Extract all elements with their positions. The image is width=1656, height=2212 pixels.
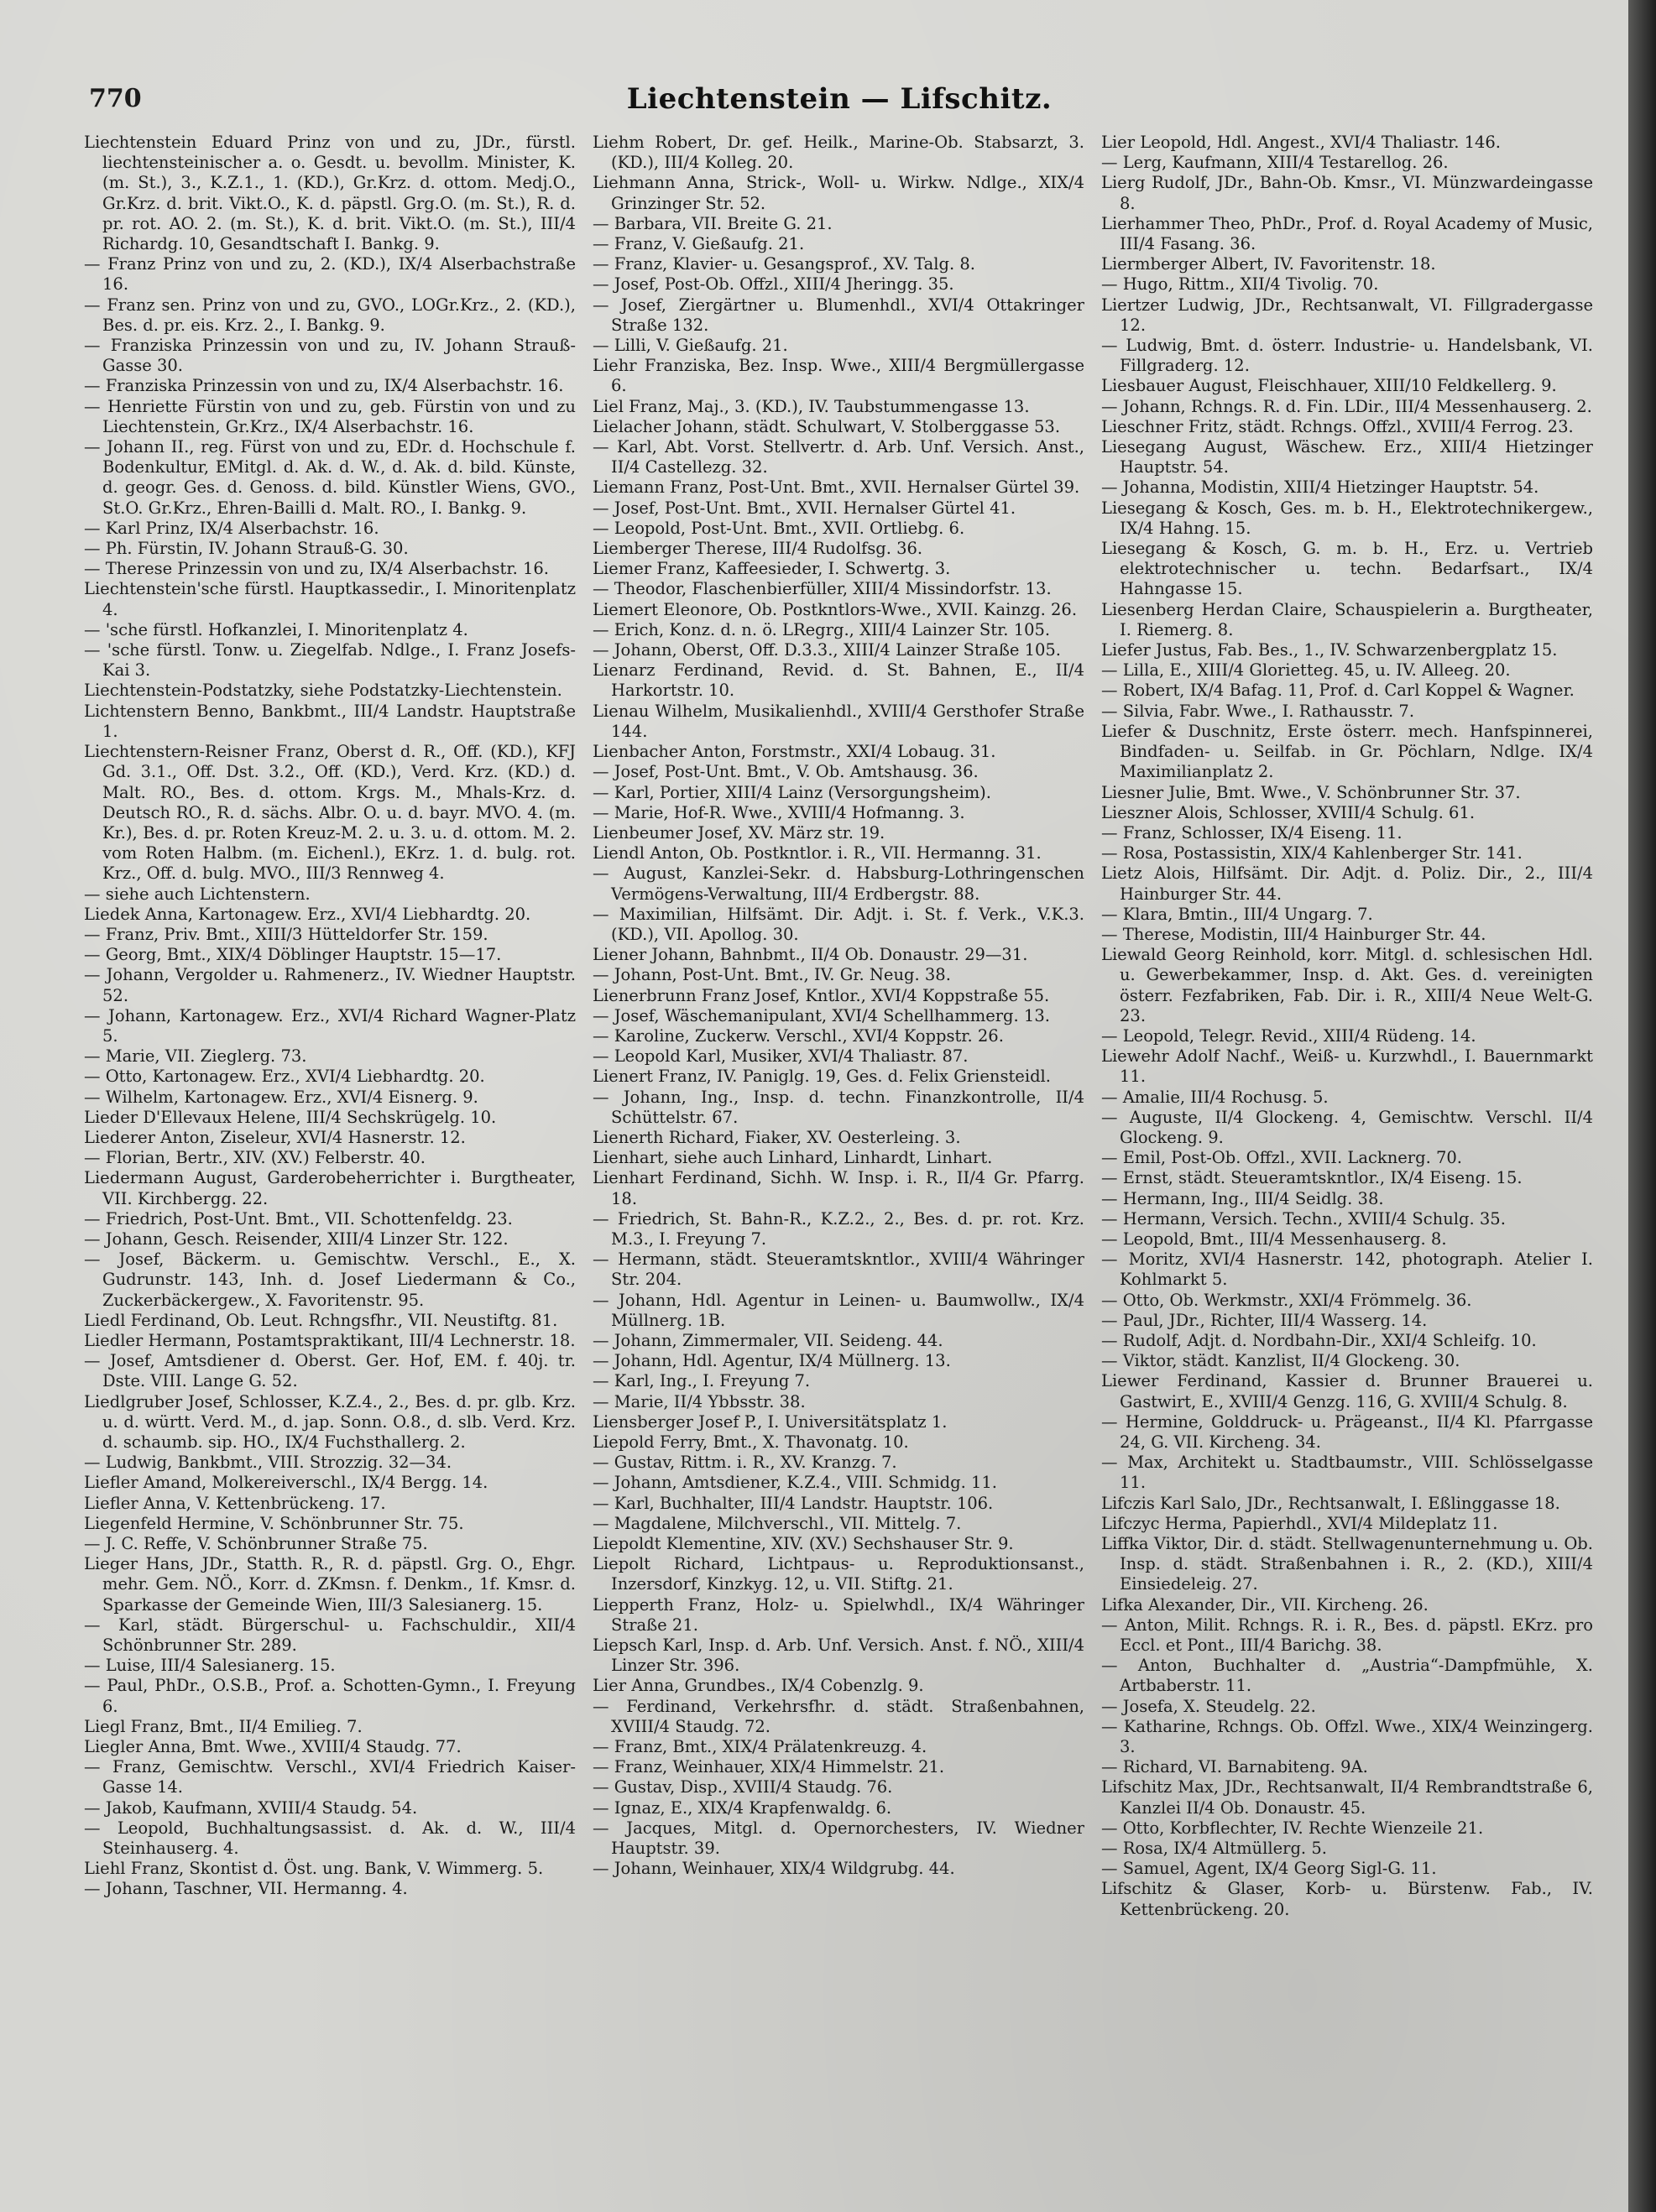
directory-entry: — Hermann, Ing., III/4 Seidlg. 38.: [1101, 1188, 1384, 1208]
directory-entry: Liemert Eleonore, Ob. Postkntlors-Wwe., XVII. Kainzg. 26.: [593, 599, 1078, 619]
directory-entry: — Josef, Post-Ob. Offzl., XIII/4 Jheringg. 35.: [593, 274, 954, 295]
directory-entry: Liermberger Albert, IV. Favoritenstr. 18.: [1101, 254, 1436, 274]
directory-entry: — Rosa, IX/4 Altmüllerg. 5.: [1101, 1839, 1327, 1859]
directory-entry: Liesegang & Kosch, G. m. b. H., Erz. u. Vertrieb elektrotechnischer u. techn. Bedarfsart., IX/4 Hahngasse 15.: [1101, 539, 1593, 599]
directory-entry: Liensberger Josef P., I. Universitätsplatz 1.: [593, 1411, 948, 1432]
directory-entry: Liesegang August, Wäschew. Erz., XIII/4 Hietzinger Hauptstr. 54.: [1101, 437, 1593, 477]
directory-entry: — Johanna, Modistin, XIII/4 Hietzinger Hauptstr. 54.: [1101, 477, 1539, 498]
directory-entry: — Franz Prinz von und zu, 2. (KD.), IX/4 Alserbachstraße 16.: [84, 254, 576, 295]
directory-entry: — Leopold, Post-Unt. Bmt., XVII. Ortliebg. 6.: [593, 518, 965, 538]
directory-entry: Liepolt Richard, Lichtpaus- u. Reproduktionsanst., Inzersdorf, Kinzkyg. 12, u. VII. Stiftg. 21.: [593, 1554, 1084, 1594]
column-right: [1101, 133, 1593, 2180]
directory-entry: — Johann, Post-Unt. Bmt., IV. Gr. Neug. 38.: [593, 965, 951, 985]
directory-entry: — Franz, Gemischtw. Verschl., XVI/4 Friedrich Kaiser-Gasse 14.: [84, 1757, 576, 1797]
directory-entry: — Theodor, Flaschenbierfüller, XIII/4 Missindorfstr. 13.: [593, 579, 1052, 599]
directory-entry: — Therese Prinzessin von und zu, IX/4 Alserbachstr. 16.: [84, 559, 549, 579]
directory-entry: Liepsch Karl, Insp. d. Arb. Unf. Versich. Anst. f. NÖ., XIII/4 Linzer Str. 396.: [593, 1636, 1084, 1676]
directory-entry: — August, Kanzlei-Sekr. d. Habsburg-Lothringenschen Vermögens-Verwaltung, III/4 Erdbergstr. 88.: [593, 863, 1084, 904]
directory-entry: Lierg Rudolf, JDr., Bahn-Ob. Kmsr., VI. Münzwardeingasse 8.: [1101, 173, 1593, 213]
directory-entry: Lifschitz Max, JDr., Rechtsanwalt, II/4 Rembrandtstraße 6, Kanzlei II/4 Ob. Donaustr. 45.: [1101, 1777, 1593, 1818]
directory-entry: Liesenberg Herdan Claire, Schauspielerin a. Burgtheater, I. Riemerg. 8.: [1101, 599, 1593, 639]
directory-entry: Liewald Georg Reinhold, korr. Mitgl. d. schlesischen Hdl. u. Gewerbekammer, Insp. d. Akt. Ges. d. vereinigten österr. Fezfabriken, Fab. Dir. i. R., XIII/4 Neue Welt-G. 23.: [1101, 945, 1593, 1025]
directory-entry: — Leopold, Bmt., III/4 Messenhauserg. 8.: [1101, 1229, 1447, 1249]
directory-entry: Lienert Franz, IV. Paniglg. 19, Ges. d. Felix Griensteidl.: [593, 1067, 1051, 1087]
directory-entry: Lienau Wilhelm, Musikalienhdl., XVIII/4 Gersthofer Straße 144.: [593, 701, 1084, 741]
directory-entry: — Lerg, Kaufmann, XIII/4 Testarellog. 26.: [1101, 153, 1449, 173]
directory-entry: — Otto, Kartonagew. Erz., XVI/4 Liebhardtg. 20.: [84, 1067, 485, 1087]
directory-entry: — Gustav, Disp., XVIII/4 Staudg. 76.: [593, 1777, 893, 1797]
directory-entry: — Friedrich, St. Bahn-R., K.Z.2., 2., Bes. d. pr. rot. Krz. M.3., I. Freyung 7.: [593, 1208, 1084, 1249]
directory-entry: — Lilla, E., XIII/4 Glorietteg. 45, u. IV. Alleeg. 20.: [1101, 660, 1511, 681]
directory-entry: — Franz, Schlosser, IX/4 Eiseng. 11.: [1101, 822, 1403, 843]
directory-entry: — Leopold, Buchhaltungsassist. d. Ak. d. W., III/4 Steinhauserg. 4.: [84, 1818, 576, 1859]
directory-entry: Liendl Anton, Ob. Postkntlor. i. R., VII. Hermanng. 31.: [593, 843, 1042, 863]
directory-entry: — Karoline, Zuckerw. Verschl., XVI/4 Koppstr. 26.: [593, 1025, 1004, 1046]
directory-entry: — Johann, Gesch. Reisender, XIII/4 Linzer Str. 122.: [84, 1229, 509, 1249]
directory-entry: — Ferdinand, Verkehrsfhr. d. städt. Straßenbahnen, XVIII/4 Staudg. 72.: [593, 1696, 1084, 1736]
directory-entry: — Auguste, II/4 Glockeng. 4, Gemischtw. Verschl. II/4 Glockeng. 9.: [1101, 1107, 1593, 1147]
directory-entry: — Johann, Vergolder u. Rahmenerz., IV. Wiedner Hauptstr. 52.: [84, 965, 576, 1005]
directory-entry: — Wilhelm, Kartonagew. Erz., XVI/4 Eisnerg. 9.: [84, 1087, 478, 1107]
directory-entry: — Henriette Fürstin von und zu, geb. Fürstin von und zu Liechtenstein, Gr.Krz., IX/4 Alserbachstr. 16.: [84, 396, 576, 436]
directory-entry: — J. C. Reffe, V. Schönbrunner Straße 75.: [84, 1534, 428, 1554]
directory-entry: — Robert, IX/4 Bafag. 11, Prof. d. Carl Koppel & Wagner.: [1101, 681, 1575, 701]
directory-entry: Lierhammer Theo, PhDr., Prof. d. Royal Academy of Music, III/4 Fasang. 36.: [1101, 213, 1593, 254]
directory-entry: Liegler Anna, Bmt. Wwe., XVIII/4 Staudg. 77.: [84, 1737, 462, 1757]
directory-entry: Liefler Amand, Molkereiverschl., IX/4 Bergg. 14.: [84, 1473, 488, 1493]
directory-entry: Liesbauer August, Fleischhauer, XIII/10 Feldkellerg. 9.: [1101, 376, 1557, 396]
directory-entry: — Magdalene, Milchverschl., VII. Mittelg. 7.: [593, 1513, 962, 1533]
directory-entry: — Josef, Bäckerm. u. Gemischtw. Verschl., E., X. Gudrunstr. 143, Inh. d. Josef Liedermann & Co., Zuckerbäckergew., X. Favoritenstr. 95.: [84, 1249, 576, 1310]
directory-entry: Liedermann August, Garderobeherrichter i. Burgtheater, VII. Kirchbergg. 22.: [84, 1168, 576, 1208]
directory-entry: — Hermann, städt. Steueramtskntlor., XVIII/4 Währinger Str. 204.: [593, 1249, 1084, 1290]
directory-entry: Lienerth Richard, Fiaker, XV. Oesterleing. 3.: [593, 1127, 961, 1147]
directory-entry: Liedl Ferdinand, Ob. Leut. Rchngsfhr., VII. Neustiftg. 81.: [84, 1310, 558, 1330]
directory-entry: Lienhart, siehe auch Linhard, Linhardt, Linhart.: [593, 1148, 993, 1168]
directory-entry: — Samuel, Agent, IX/4 Georg Sigl-G. 11.: [1101, 1859, 1437, 1879]
directory-entry: — Florian, Bertr., XIV. (XV.) Felberstr. 40.: [84, 1148, 426, 1168]
directory-entry: Lifka Alexander, Dir., VII. Kircheng. 26.: [1101, 1594, 1429, 1615]
directory-entry: Lichtenstern Benno, Bankbmt., III/4 Landstr. Hauptstraße 1.: [84, 701, 576, 741]
column-middle: [593, 133, 1084, 2180]
directory-entry: Lienerbrunn Franz Josef, Kntlor., XVI/4 Koppstraße 55.: [593, 985, 1050, 1005]
directory-entry: — Otto, Korbflechter, IV. Rechte Wienzeile 21.: [1101, 1818, 1484, 1838]
directory-entry: — 'sche fürstl. Hofkanzlei, I. Minoritenplatz 4.: [84, 619, 468, 639]
directory-entry: — Gustav, Rittm. i. R., XV. Kranzg. 7.: [593, 1453, 897, 1473]
directory-entry: — Franz, Klavier- u. Gesangsprof., XV. Talg. 8.: [593, 254, 975, 274]
directory-entry: Lieder D'Ellevaux Helene, III/4 Sechskrügelg. 10.: [84, 1107, 497, 1127]
directory-entry: Lietz Alois, Hilfsämt. Dir. Adjt. d. Poliz. Dir., 2., III/4 Hainburger Str. 44.: [1101, 863, 1593, 904]
running-title: Liechtenstein — Lifschitz.: [626, 82, 1053, 116]
directory-entry: Liemann Franz, Post-Unt. Bmt., XVII. Hernalser Gürtel 39.: [593, 477, 1080, 498]
directory-entry: — Karl, Portier, XIII/4 Lainz (Versorgungsheim).: [593, 782, 991, 802]
directory-entry: Lier Leopold, Hdl. Angest., XVI/4 Thaliastr. 146.: [1101, 133, 1502, 152]
directory-entry: Lifschitz & Glaser, Korb- u. Bürstenw. Fab., IV. Kettenbrückeng. 20.: [1101, 1879, 1593, 1919]
directory-entry: — Ludwig, Bmt. d. österr. Industrie- u. Handelsbank, VI. Fillgraderg. 12.: [1101, 336, 1593, 376]
page-number: 770: [89, 84, 142, 113]
directory-entry: — Hermann, Versich. Techn., XVIII/4 Schulg. 35.: [1101, 1208, 1506, 1229]
directory-entry: — Karl, städt. Bürgerschul- u. Fachschuldir., XII/4 Schönbrunner Str. 289.: [84, 1615, 576, 1656]
directory-entry: — Franziska Prinzessin von und zu, IV. Johann Strauß-Gasse 30.: [84, 336, 576, 376]
directory-entry: — Ernst, städt. Steueramtskntlor., IX/4 Eiseng. 15.: [1101, 1168, 1523, 1188]
directory-entry: — Maximilian, Hilfsämt. Dir. Adjt. i. St. f. Verk., V.K.3. (KD.), VII. Apollog. 30.: [593, 904, 1084, 944]
directory-entry: Liehl Franz, Skontist d. Öst. ung. Bank, V. Wimmerg. 5.: [84, 1859, 544, 1879]
directory-entry: Liederer Anton, Ziseleur, XVI/4 Hasnerstr. 12.: [84, 1127, 466, 1147]
directory-entry: Liemberger Therese, III/4 Rudolfsg. 36.: [593, 539, 923, 559]
directory-columns: [84, 133, 1595, 2180]
directory-entry: Liesegang & Kosch, Ges. m. b. H., Elektrotechnikergew., IX/4 Hahng. 15.: [1101, 498, 1593, 538]
directory-entry: — Johann II., reg. Fürst von und zu, EDr. d. Hochschule f. Bodenkultur, EMitgl. d. Ak. d. W., d. Ak. d. bild. Künste, d. geogr. Ges. d. Genoss. d. bild. Künstler Wiens, GVO., St.O. Gr.Krz., Ehren-Bailli d. Malt. RO., I. Bankg. 9.: [84, 437, 576, 518]
directory-entry: — Josefa, X. Steudelg. 22.: [1101, 1696, 1316, 1716]
directory-entry: — Paul, JDr., Richter, III/4 Wasserg. 14.: [1101, 1310, 1428, 1330]
directory-entry: Lieschner Fritz, städt. Rchngs. Offzl., XVIII/4 Ferrog. 23.: [1101, 416, 1574, 436]
directory-entry: — Jakob, Kaufmann, XVIII/4 Staudg. 54.: [84, 1797, 418, 1818]
directory-entry: Liertzer Ludwig, JDr., Rechtsanwalt, VI. Fillgradergasse 12.: [1101, 295, 1593, 335]
directory-entry: — Katharine, Rchngs. Ob. Offzl. Wwe., XIX/4 Weinzingerg. 3.: [1101, 1716, 1593, 1757]
directory-entry: Liechtenstein Eduard Prinz von und zu, JDr., fürstl. liechtensteinischer a. o. Gesdt. u. bevollm. Minister, K. (m. St.), 3., K.Z.1., 1. (KD.), Gr.Krz. d. ottom. Medj.O., Gr.Krz. d. brit. Vikt.O., K. d. päpstl. Grg.O. (m. St.), R. d. pr. rot. AO. 2. (m. St.), K. d. brit. Vikt.O. (m. St.), III/4 Richardg. 10, Gesandtschaft I. Bankg. 9.: [84, 133, 576, 254]
directory-entry: — 'sche fürstl. Tonw. u. Ziegelfab. Ndlge., I. Franz Josefs-Kai 3.: [84, 640, 576, 681]
directory-entry: — Barbara, VII. Breite G. 21.: [593, 213, 833, 233]
directory-entry: — Hermine, Golddruck- u. Prägeanst., II/4 Kl. Pfarrgasse 24, G. VII. Kircheng. 34.: [1101, 1411, 1593, 1452]
directory-entry: Lienarz Ferdinand, Revid. d. St. Bahnen, E., II/4 Harkortstr. 10.: [593, 660, 1084, 701]
directory-entry: Liesner Julie, Bmt. Wwe., V. Schönbrunner Str. 37.: [1101, 782, 1521, 802]
directory-entry: — Ignaz, E., XIX/4 Krapfenwaldg. 6.: [593, 1797, 892, 1818]
directory-entry: Lifczyc Herma, Papierhdl., XVI/4 Mildeplatz 11.: [1101, 1513, 1498, 1533]
directory-entry: — Emil, Post-Ob. Offzl., XVII. Lacknerg. 70.: [1101, 1148, 1462, 1168]
directory-entry: — Paul, PhDr., O.S.B., Prof. a. Schotten-Gymn., I. Freyung 6.: [84, 1676, 576, 1716]
directory-entry: Lienhart Ferdinand, Sichh. W. Insp. i. R., II/4 Gr. Pfarrg. 18.: [593, 1168, 1084, 1208]
directory-entry: — Richard, VI. Barnabiteng. 9A.: [1101, 1757, 1368, 1777]
directory-entry: — Karl Prinz, IX/4 Alserbachstr. 16.: [84, 518, 379, 538]
directory-entry: Liefler Anna, V. Kettenbrückeng. 17.: [84, 1493, 386, 1513]
directory-entry: — Marie, II/4 Ybbsstr. 38.: [593, 1391, 806, 1411]
directory-entry: — Franziska Prinzessin von und zu, IX/4 Alserbachstr. 16.: [84, 376, 564, 396]
directory-entry: Liehmann Anna, Strick-, Woll- u. Wirkw. Ndlge., XIX/4 Grinzinger Str. 52.: [593, 173, 1084, 213]
directory-entry: — Marie, Hof-R. Wwe., XVIII/4 Hofmanng. 3.: [593, 802, 965, 822]
directory-entry: — Franz, Bmt., XIX/4 Prälatenkreuzg. 4.: [593, 1737, 927, 1757]
directory-entry: — Johann, Ing., Insp. d. techn. Finanzkontrolle, II/4 Schüttelstr. 67.: [593, 1087, 1084, 1127]
directory-entry: — Therese, Modistin, III/4 Hainburger Str. 44.: [1101, 924, 1486, 944]
directory-entry: — Johann, Oberst, Off. D.3.3., XIII/4 Lainzer Straße 105.: [593, 640, 1062, 660]
directory-entry: — Erich, Konz. d. n. ö. LRegrg., XIII/4 Lainzer Str. 105.: [593, 619, 1051, 639]
directory-entry: — Franz, V. Gießaufg. 21.: [593, 234, 805, 254]
directory-entry: Liegenfeld Hermine, V. Schönbrunner Str. 75.: [84, 1513, 464, 1533]
directory-entry: — Josef, Amtsdiener d. Oberst. Ger. Hof, EM. f. 40j. tr. Dste. VIII. Lange G. 52.: [84, 1351, 576, 1391]
directory-entry: — Georg, Bmt., XIX/4 Döblinger Hauptstr. 15—17.: [84, 945, 502, 965]
directory-entry: — Ludwig, Bankbmt., VIII. Strozzig. 32—34.: [84, 1453, 452, 1473]
directory-entry: — Lilli, V. Gießaufg. 21.: [593, 336, 788, 356]
directory-entry: — Leopold, Telegr. Revid., XIII/4 Rüdeng. 14.: [1101, 1025, 1476, 1046]
directory-entry: — Rosa, Postassistin, XIX/4 Kahlenberger Str. 141.: [1101, 843, 1523, 863]
directory-entry: — Johann, Hdl. Agentur, IX/4 Müllnerg. 13.: [593, 1351, 951, 1371]
directory-entry: — Johann, Zimmermaler, VII. Seideng. 44.: [593, 1330, 943, 1350]
page-edge: [1628, 0, 1656, 2212]
directory-entry: — Rudolf, Adjt. d. Nordbahn-Dir., XXI/4 Schleifg. 10.: [1101, 1330, 1537, 1350]
directory-entry: — Johann, Rchngs. R. d. Fin. LDir., III/4 Messenhauserg. 2.: [1101, 396, 1592, 416]
directory-entry: — Josef, Post-Unt. Bmt., V. Ob. Amtshausg. 36.: [593, 762, 979, 782]
directory-entry: Lienbeumer Josef, XV. März str. 19.: [593, 822, 885, 843]
directory-entry: Lier Anna, Grundbes., IX/4 Cobenzlg. 9.: [593, 1676, 924, 1696]
directory-entry: — Johann, Kartonagew. Erz., XVI/4 Richard Wagner-Platz 5.: [84, 1005, 576, 1046]
directory-entry: — Max, Architekt u. Stadtbaumstr., VIII. Schlösselgasse 11.: [1101, 1453, 1593, 1493]
directory-entry: — Karl, Buchhalter, III/4 Landstr. Hauptstr. 106.: [593, 1493, 994, 1513]
directory-entry: — Anton, Buchhalter d. „Austria“-Dampfmühle, X. Artbaberstr. 11.: [1101, 1656, 1593, 1696]
directory-entry: Liewehr Adolf Nachf., Weiß- u. Kurzwhdl., I. Bauernmarkt 11.: [1101, 1046, 1593, 1087]
page-header: [84, 81, 1595, 121]
directory-entry: — Jacques, Mitgl. d. Opernorchesters, IV. Wiedner Hauptstr. 39.: [593, 1818, 1084, 1859]
directory-entry: Lielacher Johann, städt. Schulwart, V. Stolberggasse 53.: [593, 416, 1061, 436]
directory-entry: — Viktor, städt. Kanzlist, II/4 Glockeng. 30.: [1101, 1351, 1460, 1371]
directory-entry: Lifczis Karl Salo, JDr., Rechtsanwalt, I. Eßlinggasse 18.: [1101, 1493, 1560, 1513]
directory-entry: — Ph. Fürstin, IV. Johann Strauß-G. 30.: [84, 539, 409, 559]
directory-entry: Liffka Viktor, Dir. d. städt. Stellwagenunternehmung u. Ob. Insp. d. städt. Straßenbahnen i. R., 2. (KD.), XIII/4 Einsiedeleig. 27.: [1101, 1534, 1593, 1594]
directory-entry: — Hugo, Rittm., XII/4 Tivolig. 70.: [1101, 274, 1379, 295]
directory-entry: — Leopold Karl, Musiker, XVI/4 Thaliastr. 87.: [593, 1046, 969, 1067]
directory-entry: Lieszner Alois, Schlosser, XVIII/4 Schulg. 61.: [1101, 802, 1476, 822]
directory-entry: — Anton, Milit. Rchngs. R. i. R., Bes. d. päpstl. EKrz. pro Eccl. et Pont., III/4 Barichg. 38.: [1101, 1615, 1593, 1656]
directory-entry: — Luise, III/4 Salesianerg. 15.: [84, 1656, 336, 1676]
directory-entry: — Josef, Ziergärtner u. Blumenhdl., XVI/4 Ottakringer Straße 132.: [593, 295, 1084, 335]
directory-entry: — Amalie, III/4 Rochusg. 5.: [1101, 1087, 1329, 1107]
directory-entry: — Friedrich, Post-Unt. Bmt., VII. Schottenfeldg. 23.: [84, 1208, 513, 1229]
directory-entry: — Johann, Weinhauer, XIX/4 Wildgrubg. 44.: [593, 1859, 955, 1879]
directory-entry: Liedlgruber Josef, Schlosser, K.Z.4., 2., Bes. d. pr. glb. Krz. u. d. württ. Verd. M., d. jap. Sonn. O.8., d. slb. Verd. Krz. d. schaumb. sip. HO., IX/4 Fuchsthallerg. 2.: [84, 1391, 576, 1452]
directory-entry: — Marie, VII. Zieglerg. 73.: [84, 1046, 307, 1067]
directory-entry: — Josef, Post-Unt. Bmt., XVII. Hernalser Gürtel 41.: [593, 498, 1016, 518]
directory-entry: Liechtenstein-Podstatzky, siehe Podstatzky-Liechtenstein.: [84, 681, 562, 701]
directory-entry: — Franz, Priv. Bmt., XIII/3 Hütteldorfer Str. 159.: [84, 924, 488, 944]
directory-entry: — Franz sen. Prinz von und zu, GVO., LOGr.Krz., 2. (KD.), Bes. d. pr. eis. Krz. 2., I. Bankg. 9.: [84, 295, 576, 335]
directory-entry: Liepoldt Klementine, XIV. (XV.) Sechshauser Str. 9.: [593, 1534, 1014, 1554]
directory-entry: — Karl, Ing., I. Freyung 7.: [593, 1371, 811, 1391]
directory-entry: Liener Johann, Bahnbmt., II/4 Ob. Donaustr. 29—31.: [593, 945, 1028, 965]
directory-entry: Liepold Ferry, Bmt., X. Thavonatg. 10.: [593, 1432, 909, 1452]
directory-entry: Lieger Hans, JDr., Statth. R., R. d. päpstl. Grg. O., Ehgr. mehr. Gem. NÖ., Korr. d. ZKmsn. f. Denkm., 1f. Kmsr. d. Sparkasse der Gemeinde Wien, III/3 Salesianerg. 15.: [84, 1554, 576, 1615]
directory-entry: — Silvia, Fabr. Wwe., I. Rathausstr. 7.: [1101, 701, 1415, 721]
directory-entry: — siehe auch Lichtenstern.: [84, 884, 311, 904]
directory-entry: Liechtenstern-Reisner Franz, Oberst d. R., Off. (KD.), KFJ Gd. 3.1., Off. Dst. 3.2., Off. (KD.), Verd. Krz. (KD.) d. Malt. RO., Bes. d. ottom. Krgs. M., Mhals-Krz. d. Deutsch RO., R. d. sächs. Albr. O. u. d. bayr. MVO. 4. (m. Kr.), Bes. d. pr. Roten Kreuz-M. 2. u. 3. u. d. ottom. M. 2. vom Roten Halbm. (m. Eichenl.), EKrz. 1. d. bulg. rot. Krz., Off. d. bulg. MVO., III/3 Rennweg 4.: [84, 742, 576, 884]
directory-entry: — Klara, Bmtin., III/4 Ungarg. 7.: [1101, 904, 1373, 924]
directory-entry: Liewer Ferdinand, Kassier d. Brunner Brauerei u. Gastwirt, E., XVIII/4 Genzg. 116, G. XVIII/4 Schulg. 8.: [1101, 1371, 1593, 1411]
directory-entry: Liefer Justus, Fab. Bes., 1., IV. Schwarzenbergplatz 15.: [1101, 640, 1558, 660]
directory-entry: — Otto, Ob. Werkmstr., XXI/4 Frömmelg. 36.: [1101, 1290, 1472, 1310]
directory-entry: — Johann, Amtsdiener, K.Z.4., VIII. Schmidg. 11.: [593, 1473, 998, 1493]
directory-entry: Lienbacher Anton, Forstmstr., XXI/4 Lobaug. 31.: [593, 742, 996, 762]
directory-entry: Liel Franz, Maj., 3. (KD.), IV. Taubstummengasse 13.: [593, 396, 1030, 416]
directory-entry: — Johann, Taschner, VII. Hermanng. 4.: [84, 1879, 408, 1899]
directory-entry: — Franz, Weinhauer, XIX/4 Himmelstr. 21.: [593, 1757, 945, 1777]
directory-entry: Liehm Robert, Dr. gef. Heilk., Marine-Ob. Stabsarzt, 3. (KD.), III/4 Kolleg. 20.: [593, 133, 1084, 173]
directory-entry: — Josef, Wäschemanipulant, XVI/4 Schellhammerg. 13.: [593, 1005, 1050, 1025]
directory-entry: Liepperth Franz, Holz- u. Spielwhdl., IX/4 Währinger Straße 21.: [593, 1594, 1084, 1635]
directory-entry: Liedek Anna, Kartonagew. Erz., XVI/4 Liebhardtg. 20.: [84, 904, 531, 924]
directory-entry: Liedler Hermann, Postamtspraktikant, III/4 Lechnerstr. 18.: [84, 1330, 576, 1350]
directory-entry: Liemer Franz, Kaffeesieder, I. Schwertg. 3.: [593, 559, 951, 579]
directory-entry: — Moritz, XVI/4 Hasnerstr. 142, photograph. Atelier I. Kohlmarkt 5.: [1101, 1249, 1593, 1290]
directory-entry: Liegl Franz, Bmt., II/4 Emilieg. 7.: [84, 1716, 363, 1736]
directory-entry: Liechtenstein'sche fürstl. Hauptkassedir., I. Minoritenplatz 4.: [84, 579, 576, 619]
directory-entry: Liehr Franziska, Bez. Insp. Wwe., XIII/4 Bergmüllergasse 6.: [593, 356, 1084, 396]
directory-entry: — Johann, Hdl. Agentur in Leinen- u. Baumwollw., IX/4 Müllnerg. 1B.: [593, 1290, 1084, 1330]
directory-entry: — Karl, Abt. Vorst. Stellvertr. d. Arb. Unf. Versich. Anst., II/4 Castellezg. 32.: [593, 437, 1084, 477]
column-left: [84, 133, 576, 2180]
directory-entry: Liefer & Duschnitz, Erste österr. mech. Hanfspinnerei, Bindfaden- u. Seilfab. in Gr. Pöchlarn, Ndlge. IX/4 Maximilianplatz 2.: [1101, 721, 1593, 782]
